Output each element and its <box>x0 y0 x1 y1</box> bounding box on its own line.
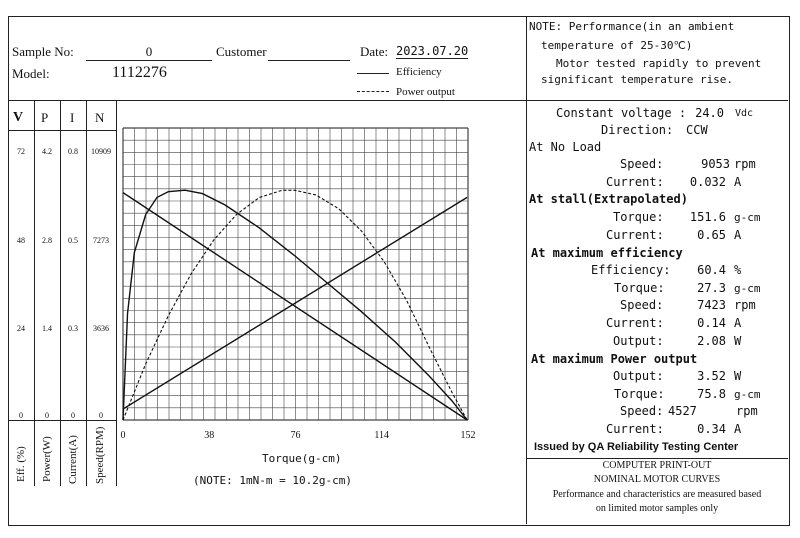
note-line-1: NOTE: Performance(in an ambient <box>529 20 735 33</box>
note-line-4: significant temperature rise. <box>541 73 734 86</box>
note-line-3: Motor tested rapidly to prevent <box>556 57 762 70</box>
max-eff-torque-value: 27.3 <box>697 281 726 295</box>
no-load-speed-label: Speed: <box>620 157 664 171</box>
stall-torque-label: Torque: <box>613 210 664 224</box>
x-tick-label: 0 <box>120 430 126 441</box>
max-pow-output-unit: W <box>734 369 742 383</box>
footer-line-2: NOMINAL MOTOR CURVES <box>593 474 721 485</box>
axis-label-current: Current(A) <box>67 435 79 484</box>
y-tick-label: 3636 <box>93 324 109 333</box>
stall-current-label: Current: <box>606 228 664 242</box>
axis-label-speed: Speed(RPM) <box>94 426 106 484</box>
axis-symbol-speed: N <box>95 110 105 125</box>
axis-column-divider-3 <box>86 100 87 486</box>
axis-symbol-current: I <box>70 110 75 125</box>
stall-current-unit: A <box>734 228 742 242</box>
max-eff-torque-label: Torque: <box>614 281 665 295</box>
x-tick-label: 114 <box>374 430 390 441</box>
x-tick-label: 152 <box>460 430 476 441</box>
axis-symbol-divider <box>8 130 116 131</box>
max-eff-output-unit: W <box>734 334 742 348</box>
no-load-speed-value: 9053 <box>701 157 730 171</box>
y-tick-label: 1.4 <box>42 324 52 333</box>
y-tick-label: 0.8 <box>68 147 78 156</box>
y-tick-label: 0 <box>71 411 75 420</box>
issued-by: Issued by QA Reliability Testing Center <box>534 441 739 453</box>
max-pow-current-label: Current: <box>606 422 664 436</box>
max-pow-current-unit: A <box>734 422 742 436</box>
y-tick-label: 24 <box>17 324 25 333</box>
max-eff-current-label: Current: <box>606 316 664 330</box>
max-eff-eff-label: Efficiency: <box>591 263 671 277</box>
y-tick-label: 0 <box>45 411 49 420</box>
y-tick-label: 0.5 <box>68 236 78 245</box>
stall-title: At stall(Extrapolated) <box>529 192 688 206</box>
legend-efficiency-line <box>357 73 389 74</box>
axis-label-divider-right <box>116 420 117 486</box>
footer-divider <box>526 458 788 459</box>
max-eff-output-label: Output: <box>613 334 664 348</box>
axis-column-divider-2 <box>60 100 61 486</box>
max-eff-speed-value: 7423 <box>697 298 726 312</box>
max-pow-speed-unit: rpm <box>736 404 758 418</box>
max-eff-current-value: 0.14 <box>697 316 726 330</box>
max-eff-output-value: 2.08 <box>697 334 726 348</box>
y-tick-label: 0 <box>99 411 103 420</box>
y-tick-label: 2.8 <box>42 236 52 245</box>
legend-power-label: Power output <box>396 86 455 98</box>
no-load-current-value: 0.032 <box>689 175 726 189</box>
y-tick-label: 0 <box>19 411 23 420</box>
stall-torque-unit: g-cm <box>734 211 761 224</box>
max-pow-current-value: 0.34 <box>697 422 726 436</box>
axis-column-divider-4 <box>116 100 117 420</box>
x-axis-note: (NOTE: 1mN-m = 10.2g-cm) <box>193 474 352 487</box>
max-pow-torque-unit: g-cm <box>734 388 761 401</box>
max-pow-title: At maximum Power output <box>531 352 698 366</box>
constant-voltage-unit: Vdc <box>735 108 754 119</box>
right-panel-divider <box>526 16 527 524</box>
model-value: 1112276 <box>112 64 167 81</box>
axis-label-divider <box>8 420 116 421</box>
no-load-speed-unit: rpm <box>734 157 756 171</box>
max-eff-torque-unit: g-cm <box>734 282 761 295</box>
max-pow-torque-value: 75.8 <box>697 387 726 401</box>
max-eff-eff-value: 60.4 <box>697 263 726 277</box>
max-eff-title: At maximum efficiency <box>531 246 683 260</box>
max-pow-output-value: 3.52 <box>697 369 726 383</box>
y-tick-label: 48 <box>17 236 25 245</box>
stall-torque-value: 151.6 <box>689 210 726 224</box>
y-tick-label: 10909 <box>91 147 111 156</box>
y-tick-label: 4.2 <box>42 147 52 156</box>
x-tick-label: 38 <box>204 430 215 441</box>
x-axis-label: Torque(g-cm) <box>262 452 342 465</box>
direction-label: Direction: <box>601 123 674 137</box>
axis-label-eff: Eff. (%) <box>15 446 27 482</box>
axis-symbol-eff: V <box>13 110 24 125</box>
sample-no-label: Sample No: <box>12 44 74 59</box>
no-load-current-label: Current: <box>606 175 664 189</box>
no-load-current-unit: A <box>734 175 742 189</box>
footer-line-3: Performance and characteristics are measured based <box>552 489 762 500</box>
axis-column-divider-1 <box>34 100 35 486</box>
date-label: Date: <box>360 44 389 59</box>
max-pow-output-label: Output: <box>613 369 664 383</box>
max-pow-speed-label: Speed: <box>620 404 664 418</box>
footer-line-1: COMPUTER PRINT-OUT <box>602 460 712 471</box>
constant-voltage-label: Constant voltage : <box>556 106 687 120</box>
note-line-2: temperature of 25-30℃) <box>541 39 693 52</box>
max-eff-speed-label: Speed: <box>620 298 664 312</box>
footer-line-4: on limited motor samples only <box>595 503 719 514</box>
sample-no-value: 0 <box>86 44 212 61</box>
no-load-title: At No Load <box>529 140 602 154</box>
legend-power-line <box>357 91 389 92</box>
axis-symbol-power: P <box>41 110 49 125</box>
constant-voltage-value: 24.0 <box>695 106 724 120</box>
y-tick-label: 0.3 <box>68 324 78 333</box>
stall-current-value: 0.65 <box>697 228 726 242</box>
customer-value <box>268 44 350 61</box>
date-value: 2023.07.20 <box>396 44 469 58</box>
header-divider <box>8 100 788 101</box>
customer-label: Customer <box>216 44 267 59</box>
y-tick-label: 72 <box>17 147 25 156</box>
max-eff-eff-unit: % <box>734 263 742 277</box>
axis-label-power: Power(W) <box>41 436 53 482</box>
direction-value: CCW <box>686 123 708 137</box>
max-pow-torque-label: Torque: <box>614 387 665 401</box>
max-pow-speed-value: 4527 <box>668 404 697 418</box>
max-eff-speed-unit: rpm <box>734 298 756 312</box>
legend-efficiency-label: Efficiency <box>396 66 442 78</box>
y-tick-label: 7273 <box>93 236 109 245</box>
model-label: Model: <box>12 66 50 81</box>
max-eff-current-unit: A <box>734 316 742 330</box>
x-tick-label: 76 <box>290 430 301 441</box>
